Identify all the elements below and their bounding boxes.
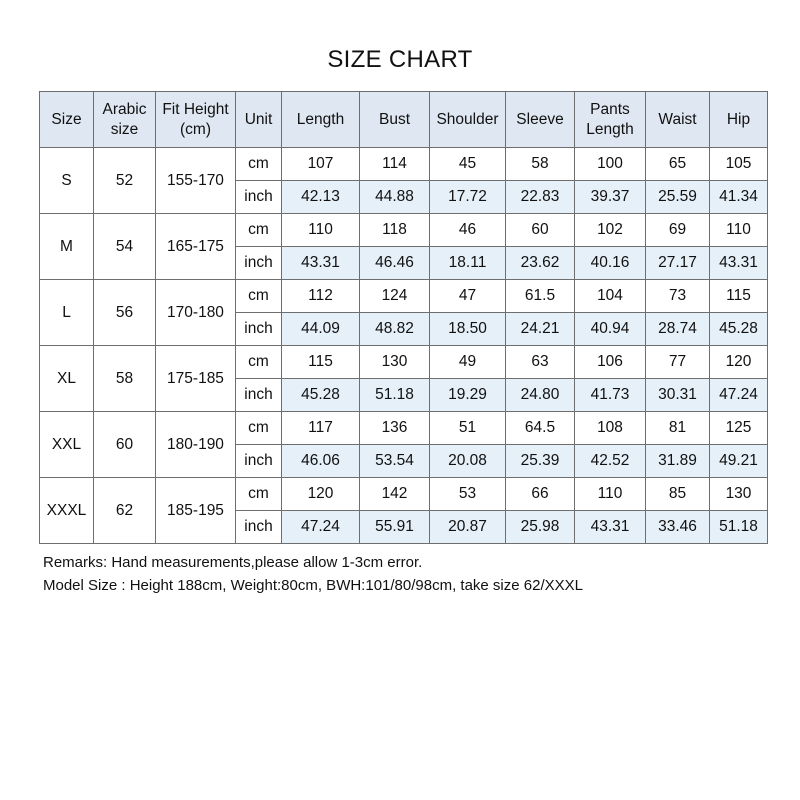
measurement-cell: 106 xyxy=(575,346,646,379)
size-chart-table xyxy=(39,91,768,544)
measurement-cell: 104 xyxy=(575,280,646,313)
measurement-cell: 31.89 xyxy=(646,445,710,478)
measurement-cell: 44.09 xyxy=(282,313,360,346)
unit-cell: inch xyxy=(236,511,282,544)
measurement-cell: 47.24 xyxy=(710,379,768,412)
measurement-cell: 124 xyxy=(360,280,430,313)
measurement-cell: 43.31 xyxy=(282,247,360,280)
measurement-cell: 43.31 xyxy=(575,511,646,544)
measurement-cell: 42.13 xyxy=(282,181,360,214)
remarks xyxy=(43,551,583,597)
model-size-line: Model Size : Height 188cm, Weight:80cm, BWH:101/80/98cm, take size 62/XXXL xyxy=(43,577,583,594)
header-cell: Arabic size xyxy=(94,92,156,148)
header-row xyxy=(40,92,768,148)
measurement-cell: 49.21 xyxy=(710,445,768,478)
unit-cell: cm xyxy=(236,148,282,181)
measurement-cell: 125 xyxy=(710,412,768,445)
measurement-cell: 81 xyxy=(646,412,710,445)
table-row xyxy=(40,412,768,445)
measurement-cell: 19.29 xyxy=(430,379,506,412)
measurement-cell: 51.18 xyxy=(710,511,768,544)
unit-cell: inch xyxy=(236,181,282,214)
measurement-cell: 130 xyxy=(710,478,768,511)
size-cell: XXXL xyxy=(40,478,94,544)
measurement-cell: 30.31 xyxy=(646,379,710,412)
measurement-cell: 28.74 xyxy=(646,313,710,346)
table-row xyxy=(40,478,768,511)
fit-height-cell: 175-185 xyxy=(156,346,236,412)
measurement-cell: 61.5 xyxy=(506,280,575,313)
measurement-cell: 45.28 xyxy=(710,313,768,346)
measurement-cell: 17.72 xyxy=(430,181,506,214)
measurement-cell: 18.50 xyxy=(430,313,506,346)
unit-cell: cm xyxy=(236,280,282,313)
measurement-cell: 136 xyxy=(360,412,430,445)
arabic-size-cell: 52 xyxy=(94,148,156,214)
measurement-cell: 100 xyxy=(575,148,646,181)
page-title: SIZE CHART xyxy=(327,46,473,73)
measurement-cell: 120 xyxy=(282,478,360,511)
header-cell: Size xyxy=(40,92,94,148)
measurement-cell: 24.21 xyxy=(506,313,575,346)
measurement-cell: 53 xyxy=(430,478,506,511)
size-cell: L xyxy=(40,280,94,346)
measurement-cell: 33.46 xyxy=(646,511,710,544)
measurement-cell: 102 xyxy=(575,214,646,247)
unit-cell: cm xyxy=(236,346,282,379)
header-cell: Sleeve xyxy=(506,92,575,148)
unit-cell: inch xyxy=(236,247,282,280)
header-cell: Shoulder xyxy=(430,92,506,148)
arabic-size-cell: 56 xyxy=(94,280,156,346)
measurement-cell: 110 xyxy=(575,478,646,511)
measurement-cell: 45 xyxy=(430,148,506,181)
measurement-cell: 65 xyxy=(646,148,710,181)
measurement-cell: 25.98 xyxy=(506,511,575,544)
fit-height-cell: 185-195 xyxy=(156,478,236,544)
measurement-cell: 25.39 xyxy=(506,445,575,478)
measurement-cell: 49 xyxy=(430,346,506,379)
measurement-cell: 47 xyxy=(430,280,506,313)
measurement-cell: 120 xyxy=(710,346,768,379)
arabic-size-cell: 60 xyxy=(94,412,156,478)
size-cell: XXL xyxy=(40,412,94,478)
remarks-line: Remarks: Hand measurements,please allow 1-3cm error. xyxy=(43,554,423,571)
measurement-cell: 110 xyxy=(282,214,360,247)
measurement-cell: 45.28 xyxy=(282,379,360,412)
measurement-cell: 110 xyxy=(710,214,768,247)
fit-height-cell: 170-180 xyxy=(156,280,236,346)
fit-height-cell: 165-175 xyxy=(156,214,236,280)
measurement-cell: 85 xyxy=(646,478,710,511)
measurement-cell: 142 xyxy=(360,478,430,511)
measurement-cell: 42.52 xyxy=(575,445,646,478)
measurement-cell: 105 xyxy=(710,148,768,181)
measurement-cell: 25.59 xyxy=(646,181,710,214)
measurement-cell: 63 xyxy=(506,346,575,379)
measurement-cell: 23.62 xyxy=(506,247,575,280)
measurement-cell: 20.08 xyxy=(430,445,506,478)
measurement-cell: 44.88 xyxy=(360,181,430,214)
fit-height-cell: 180-190 xyxy=(156,412,236,478)
measurement-cell: 20.87 xyxy=(430,511,506,544)
measurement-cell: 18.11 xyxy=(430,247,506,280)
measurement-cell: 73 xyxy=(646,280,710,313)
measurement-cell: 47.24 xyxy=(282,511,360,544)
measurement-cell: 27.17 xyxy=(646,247,710,280)
measurement-cell: 115 xyxy=(710,280,768,313)
measurement-cell: 24.80 xyxy=(506,379,575,412)
measurement-cell: 46.46 xyxy=(360,247,430,280)
measurement-cell: 55.91 xyxy=(360,511,430,544)
unit-cell: cm xyxy=(236,412,282,445)
measurement-cell: 117 xyxy=(282,412,360,445)
header-cell: Bust xyxy=(360,92,430,148)
measurement-cell: 40.94 xyxy=(575,313,646,346)
measurement-cell: 43.31 xyxy=(710,247,768,280)
table-row xyxy=(40,346,768,379)
measurement-cell: 130 xyxy=(360,346,430,379)
measurement-cell: 51.18 xyxy=(360,379,430,412)
unit-cell: inch xyxy=(236,445,282,478)
arabic-size-cell: 62 xyxy=(94,478,156,544)
measurement-cell: 48.82 xyxy=(360,313,430,346)
table-row xyxy=(40,148,768,181)
measurement-cell: 53.54 xyxy=(360,445,430,478)
header-cell: Pants Length xyxy=(575,92,646,148)
size-cell: XL xyxy=(40,346,94,412)
unit-cell: inch xyxy=(236,379,282,412)
measurement-cell: 22.83 xyxy=(506,181,575,214)
measurement-cell: 60 xyxy=(506,214,575,247)
header-cell: Unit xyxy=(236,92,282,148)
measurement-cell: 114 xyxy=(360,148,430,181)
measurement-cell: 69 xyxy=(646,214,710,247)
measurement-cell: 118 xyxy=(360,214,430,247)
unit-cell: cm xyxy=(236,214,282,247)
header-cell: Hip xyxy=(710,92,768,148)
measurement-cell: 58 xyxy=(506,148,575,181)
header-cell: Length xyxy=(282,92,360,148)
fit-height-cell: 155-170 xyxy=(156,148,236,214)
size-cell: S xyxy=(40,148,94,214)
arabic-size-cell: 58 xyxy=(94,346,156,412)
table-row xyxy=(40,214,768,247)
size-cell: M xyxy=(40,214,94,280)
header-cell: Waist xyxy=(646,92,710,148)
measurement-cell: 108 xyxy=(575,412,646,445)
header-cell: Fit Height (cm) xyxy=(156,92,236,148)
measurement-cell: 66 xyxy=(506,478,575,511)
measurement-cell: 46.06 xyxy=(282,445,360,478)
unit-cell: cm xyxy=(236,478,282,511)
measurement-cell: 46 xyxy=(430,214,506,247)
measurement-cell: 51 xyxy=(430,412,506,445)
measurement-cell: 41.34 xyxy=(710,181,768,214)
arabic-size-cell: 54 xyxy=(94,214,156,280)
table-row xyxy=(40,280,768,313)
measurement-cell: 41.73 xyxy=(575,379,646,412)
unit-cell: inch xyxy=(236,313,282,346)
measurement-cell: 64.5 xyxy=(506,412,575,445)
measurement-cell: 40.16 xyxy=(575,247,646,280)
measurement-cell: 112 xyxy=(282,280,360,313)
measurement-cell: 115 xyxy=(282,346,360,379)
measurement-cell: 77 xyxy=(646,346,710,379)
measurement-cell: 39.37 xyxy=(575,181,646,214)
measurement-cell: 107 xyxy=(282,148,360,181)
